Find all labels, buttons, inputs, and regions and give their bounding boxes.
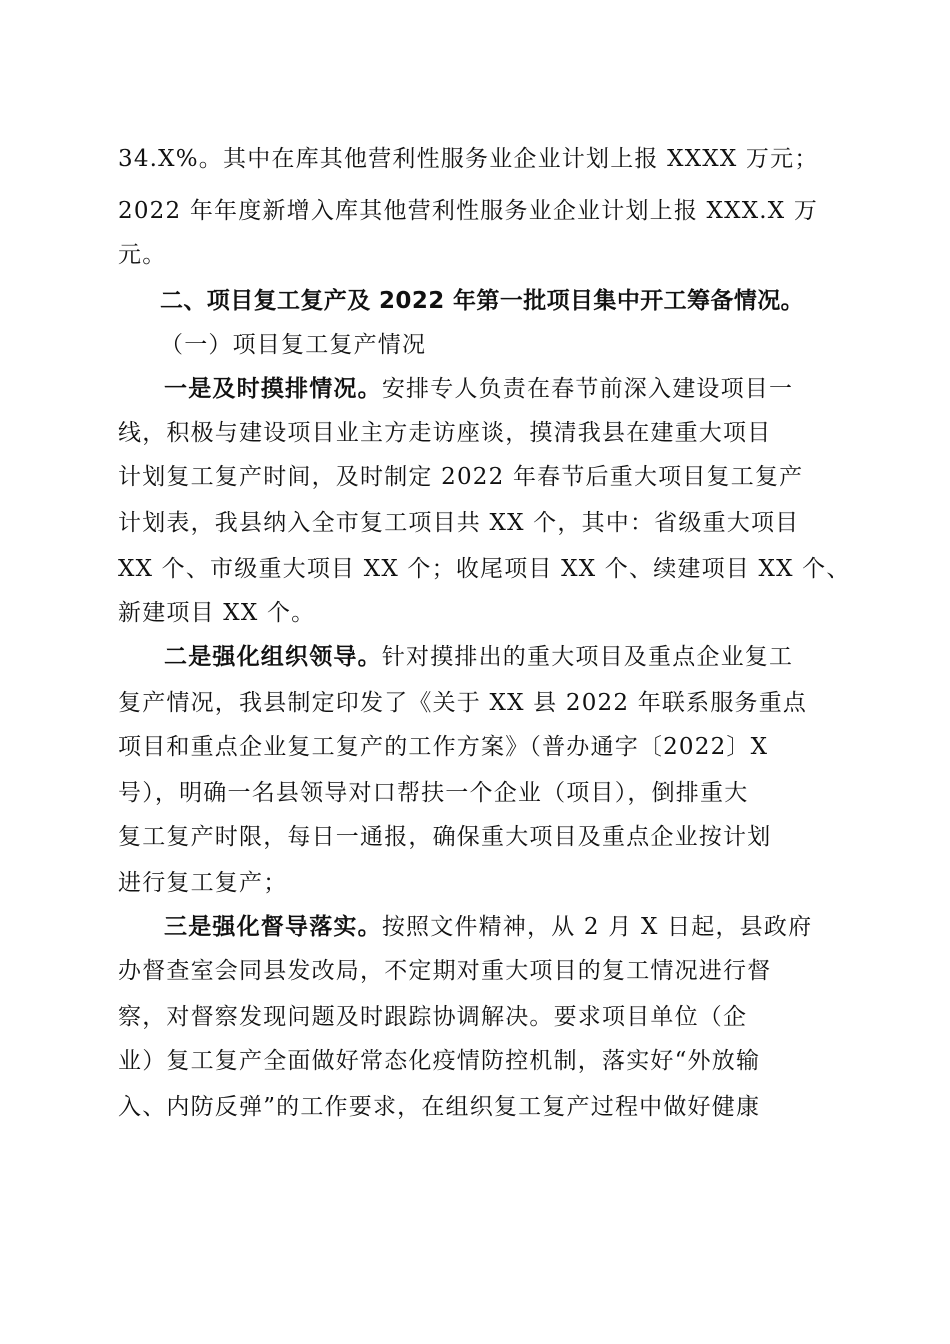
paragraph-line: 业）复工复产全面做好常态化疫情防控机制，落实好“外放输 [118, 1048, 761, 1074]
paragraph-line: 办督查室会同县发改局，不定期对重大项目的复工情况进行督 [118, 958, 772, 984]
paragraph-line: 元。 [118, 242, 167, 268]
paragraph-lead: 一是及时摸排情况。 [164, 376, 382, 402]
paragraph-line: 计划表，我县纳入全市复工项目共 XX 个，其中：省级重大项目 [118, 510, 800, 536]
paragraph-line: 34.X%。其中在库其他营利性服务业企业计划上报 XXXX 万元； [118, 146, 819, 172]
paragraph-lead: 二是强化组织领导。 [164, 644, 382, 670]
paragraph-line: 号），明确一名县领导对口帮扶一个企业（项目），倒排重大 [118, 780, 749, 806]
paragraph-line [164, 642, 793, 672]
paragraph-line: 察，对督察发现问题及时跟踪协调解决。要求项目单位（企 [118, 1004, 748, 1030]
paragraph-line: 计划复工复产时间，及时制定 2022 年春节后重大项目复工复产 [118, 464, 804, 490]
paragraph-text: 按照文件精神，从 2 月 X 日起，县政府 [381, 914, 813, 940]
paragraph-text: 针对摸排出的重大项目及重点企业复工 [381, 644, 794, 670]
paragraph-line: 线，积极与建设项目业主方走访座谈，摸清我县在建重大项目 [118, 420, 772, 446]
paragraph-line [164, 912, 812, 942]
paragraph-text: 安排专人负责在春节前深入建设项目一 [381, 376, 794, 402]
paragraph-line [164, 374, 793, 404]
section-heading: 二、项目复工复产及 2022 年第一批项目集中开工筹备情况。 [160, 288, 805, 314]
subsection-heading: （一）项目复工复产情况 [160, 332, 427, 358]
paragraph-line: XX 个、市级重大项目 XX 个；收尾项目 XX 个、续建项目 XX 个、 [118, 556, 851, 582]
paragraph-line: 复工复产时限，每日一通报，确保重大项目及重点企业按计划 [118, 824, 772, 850]
paragraph-line: 入、内防反弹”的工作要求，在组织复工复产过程中做好健康 [118, 1094, 761, 1120]
paragraph-line: 进行复工复产； [118, 870, 288, 896]
paragraph-line: 新建项目 XX 个。 [118, 600, 316, 626]
paragraph-line: 2022 年年度新增入库其他营利性服务业企业计划上报 XXX.X 万 [118, 198, 819, 224]
paragraph-line: 复产情况，我县制定印发了《关于 XX 县 2022 年联系服务重点 [118, 690, 808, 716]
paragraph-line: 项目和重点企业复工复产的工作方案》（普办通字〔2022〕X [118, 734, 769, 760]
paragraph-lead: 三是强化督导落实。 [164, 914, 382, 940]
